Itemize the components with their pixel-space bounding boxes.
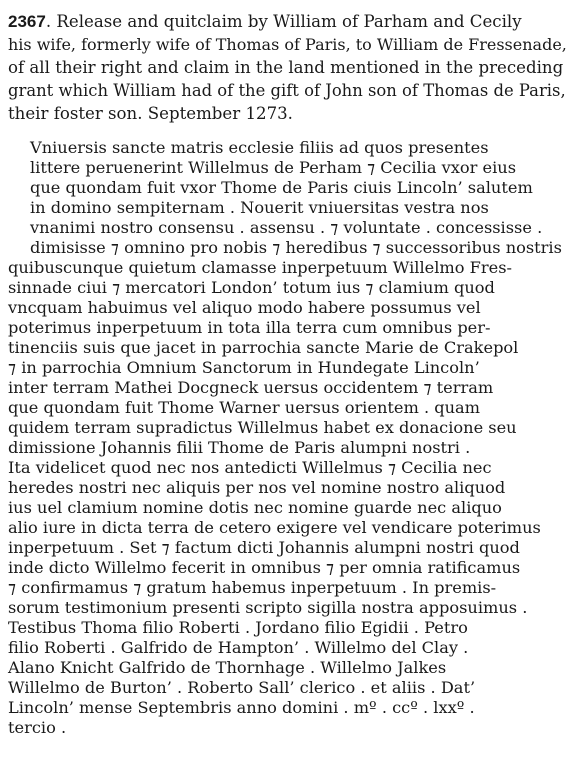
charter-line: Testibus Thoma filio Roberti . Jordano filio Egidii . Petro [8,618,468,637]
charter-line: que quondam fuit Thome Warner uersus orientem . quam [8,398,481,417]
summary-line-1 [8,12,568,32]
charter-line: quibuscunque quietum clamasse inperpetuum Willelmo Fres- [8,258,512,277]
charter-line: poterimus inperpetuum in tota illa terra cum omnibus per- [8,318,491,337]
charter-line: dimisisse ⁊ omnino pro nobis ⁊ heredibus ⁊ successoribus nostris [30,238,562,257]
charter-line: ⁊ confirmamus ⁊ gratum habemus inperpetuum . In premis- [8,578,497,597]
charter-line: vncquam habuimus vel aliquo modo habere possumus vel [8,298,481,317]
charter-line: heredes nostri nec aliquis per nos vel nomine nostro aliquod [8,478,506,497]
charter-line: dimissione Johannis filii Thome de Paris alumpni nostri . [8,438,471,457]
summary-line-4: grant which William had of the gift of John son of Thomas de Paris, [8,81,566,100]
charter-line: que quondam fuit vxor Thome de Paris ciuis Lincoln’ salutem [30,178,533,197]
charter-line: inde dicto Willelmo fecerit in omnibus ⁊ per omnia ratificamus [8,558,521,577]
charter-line: alio iure in dicta terra de cetero exigere vel vendicare poterimus [8,518,541,537]
charter-line: sinnade ciui ⁊ mercatori London’ totum ius ⁊ clamium quod [8,278,495,297]
summary-line-5: their foster son. September 1273. [8,104,293,123]
charter-line: littere peruenerint Willelmus de Perham ⁊ Cecilia vxor eius [30,158,517,177]
entry-number: 2367 [8,12,46,31]
charter-line: Willelmo de Burton’ . Roberto Sall’ clerico . et aliis . Dat’ [8,678,476,697]
charter-line: Lincoln’ mense Septembris anno domini . mº . ccº . lxxº . [8,698,475,717]
charter-line: inter terram Mathei Docgneck uersus occidentem ⁊ terram [8,378,494,397]
charter-line: ⁊ in parrochia Omnium Sanctorum in Hundegate Lincoln’ [8,358,480,377]
charter-line: sorum testimonium presenti scripto sigilla nostra apposuimus . [8,598,528,617]
summary-line-2: his wife, formerly wife of Thomas of Paris, to William de Fressenade, [8,35,567,54]
charter-line: inperpetuum . Set ⁊ factum dicti Johannis alumpni nostri quod [8,538,520,557]
charter-line: tercio . [8,718,67,737]
charter-line: Vniuersis sancte matris ecclesie filiis ad quos presentes [30,138,489,157]
charter-line: vnanimi nostro consensu . assensu . ⁊ voluntate . concessisse . [30,218,543,237]
charter-line: in domino sempiternam . Nouerit vniuersitas vestra nos [30,198,489,217]
summary-line-3: of all their right and claim in the land mentioned in the preceding [8,58,564,77]
charter-line: tinenciis suis que jacet in parrochia sancte Marie de Crakepol [8,338,519,357]
summary-line-1-text: . Release and quitclaim by William of Parham and Cecily [45,12,522,31]
charter-line: ius uel clamium nomine dotis nec nomine guarde nec aliquo [8,498,502,517]
charter-line: Alano Knicht Galfrido de Thornhage . Willelmo Jalkes [8,658,447,677]
charter-line: quidem terram supradictus Willelmus habet ex donacione seu [8,418,517,437]
charter-line: Ita videlicet quod nec nos antedicti Willelmus ⁊ Cecilia nec [8,458,492,477]
charter-line: filio Roberti . Galfrido de Hampton’ . Willelmo del Clay . [8,638,469,657]
